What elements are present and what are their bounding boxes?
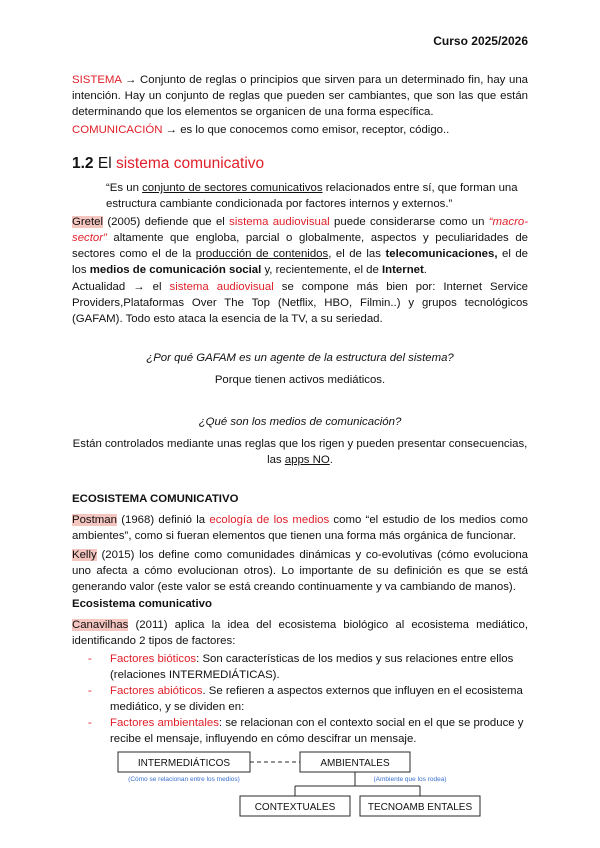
- contextuales-label: CONTEXTUALES: [254, 802, 336, 813]
- gretel-macro-sector: “macro-sector”: [72, 216, 528, 244]
- gretel-t7: .: [423, 264, 427, 276]
- intermediaticos-note: (Cómo se relacionan entre los medios): [128, 776, 240, 783]
- kelly-author: Kelly: [72, 549, 97, 561]
- section-heading: [72, 155, 264, 173]
- ambientales-label: AMBIENTALES: [320, 758, 390, 769]
- dash-bullet-icon: -: [88, 717, 92, 729]
- gretel-t3: altamente que engloba, parcial o globalmente, aspectos y peculiaridades de sectores como el de la: [72, 232, 528, 260]
- course-label: Curso 2025/2026: [433, 34, 528, 48]
- quote-pre: “Es un: [106, 182, 139, 194]
- factor-text: . Se refieren a aspectos externos que influyen en el ecosistema mediático, y se dividen en:: [110, 685, 523, 713]
- gretel-author: Gretel: [72, 216, 104, 228]
- gretel-u1: producción de contenidos: [195, 248, 329, 260]
- gretel-t1: (2005) defiende que el: [107, 216, 225, 228]
- canavilhas-t1: (2011) aplica la idea del ecosistema biológico al ecosistema mediático, identificando 2 tipos de factores:: [72, 619, 528, 647]
- intermediaticos-label: INTERMEDIÁTICOS: [137, 758, 231, 769]
- postman-t1: (1968) definió la: [121, 514, 206, 526]
- question-medios: ¿Qué son los medios de comunicación?: [198, 416, 402, 428]
- comunicacion-term: COMUNICACIÓN: [72, 124, 163, 136]
- actualidad-t1: Actualidad → el: [72, 281, 162, 293]
- gretel-b3: Internet: [382, 264, 424, 276]
- gretel-t5: el de los: [72, 248, 529, 276]
- dash-bullet-icon: -: [88, 685, 92, 697]
- answer-medios-post: .: [329, 454, 333, 466]
- comunicacion-text: → es lo que conocemos como emisor, receptor, código..: [165, 124, 450, 136]
- factor-text: : Son características de los medios y sus relaciones entre ellos (relaciones INTERMEDIÁTICAS).: [110, 653, 514, 681]
- factors-list: [72, 651, 528, 747]
- gretel-t4: , el de las: [328, 248, 381, 260]
- quote-paragraph: [106, 180, 528, 212]
- dash-bullet-icon: -: [88, 653, 92, 665]
- canavilhas-author: Canavilhas: [72, 619, 129, 631]
- factor-name: Factores bióticos: [110, 653, 197, 665]
- factor-name: Factores ambientales: [110, 717, 219, 729]
- ambientales-note: (Ambiente que los rodea): [373, 776, 447, 783]
- list-item: [72, 715, 528, 747]
- factors-diagram: [110, 748, 530, 838]
- postman-t2: como “el estudio de los medios como ambientes”, como si fueran elementos que tienen una forma más orgánica de funcionar.: [72, 514, 529, 542]
- postman-paragraph: [72, 512, 528, 544]
- question-gafam: ¿Por qué GAFAM es un agente de la estructura del sistema?: [146, 352, 454, 364]
- gretel-t6: y, recientemente, el de: [264, 264, 379, 276]
- section-title-plain: El: [97, 155, 112, 172]
- factor-text: : se relacionan con el contexto social en el que se produce y recibe el mensaje, influyendo en cómo descifrar un mensaje.: [110, 717, 524, 745]
- actualidad-t2: se compone más bien por: Internet Service Providers,Plataformas Over The Top (Netflix, HBO, Filmin..) y grupos tecnológicos (GAFAM). Todo esto ataca la esencia de la TV, a su seriedad.: [72, 281, 529, 325]
- kelly-paragraph: [72, 547, 528, 595]
- answer-medios-line2: [72, 452, 528, 468]
- sistema-text: → Conjunto de reglas o principios que sirven para un determinado fin, hay una intención. Hay un conjunto de reglas que pueden ser cambiantes, que son las que están determinando que los elementos se organicen de una forma específica.: [72, 74, 528, 118]
- answer-gafam: Porque tienen activos mediáticos.: [214, 374, 386, 386]
- section-title-red: sistema comunicativo: [115, 155, 265, 172]
- gretel-paragraph: [72, 214, 528, 278]
- gretel-b1: telecomunicaciones,: [385, 248, 498, 260]
- ecosistema-heading: ECOSISTEMA COMUNICATIVO: [72, 493, 239, 505]
- ecosistema-subheading: Ecosistema comunicativo: [72, 598, 212, 610]
- quote-post: relacionados entre sí, que forman una estructura cambiante condicionada por factores internos y externos.”: [106, 182, 518, 210]
- comunicacion-definition: [72, 122, 528, 138]
- list-item: [72, 683, 528, 715]
- actualidad-paragraph: [72, 279, 528, 327]
- gretel-red1: sistema audiovisual: [229, 216, 330, 228]
- actualidad-red: sistema audiovisual: [169, 281, 274, 293]
- list-item: [72, 651, 528, 683]
- postman-author: Postman: [72, 514, 117, 526]
- factor-name: Factores abióticos: [110, 685, 203, 697]
- sistema-definition: [72, 72, 528, 120]
- canavilhas-paragraph: [72, 617, 528, 649]
- sistema-term: SISTEMA: [72, 74, 122, 86]
- gretel-b2: medios de comunicación social: [89, 264, 262, 276]
- answer-medios-u: apps NO: [284, 454, 330, 466]
- quote-underlined: conjunto de sectores comunicativos: [142, 182, 323, 194]
- answer-medios-line1: Están controlados mediante unas reglas que los rigen y pueden presentar consecuencias,: [72, 438, 528, 450]
- section-number: 1.2: [72, 155, 94, 172]
- postman-red: ecología de los medios: [209, 514, 330, 526]
- answer-medios-pre: las: [267, 454, 282, 466]
- kelly-t1: (2015) los define como comunidades dinámicas y co-evolutivas (cómo evoluciona uno afecta a cómo evolucionan otros). Lo importante de su definición es que se está generando valor (este valor se está creando continuamente y va cambiando de manos).: [72, 549, 528, 593]
- tecnoambientales-label: TECNOAMB ENTALES: [367, 802, 473, 813]
- gretel-t2: puede considerarse como un: [334, 216, 485, 228]
